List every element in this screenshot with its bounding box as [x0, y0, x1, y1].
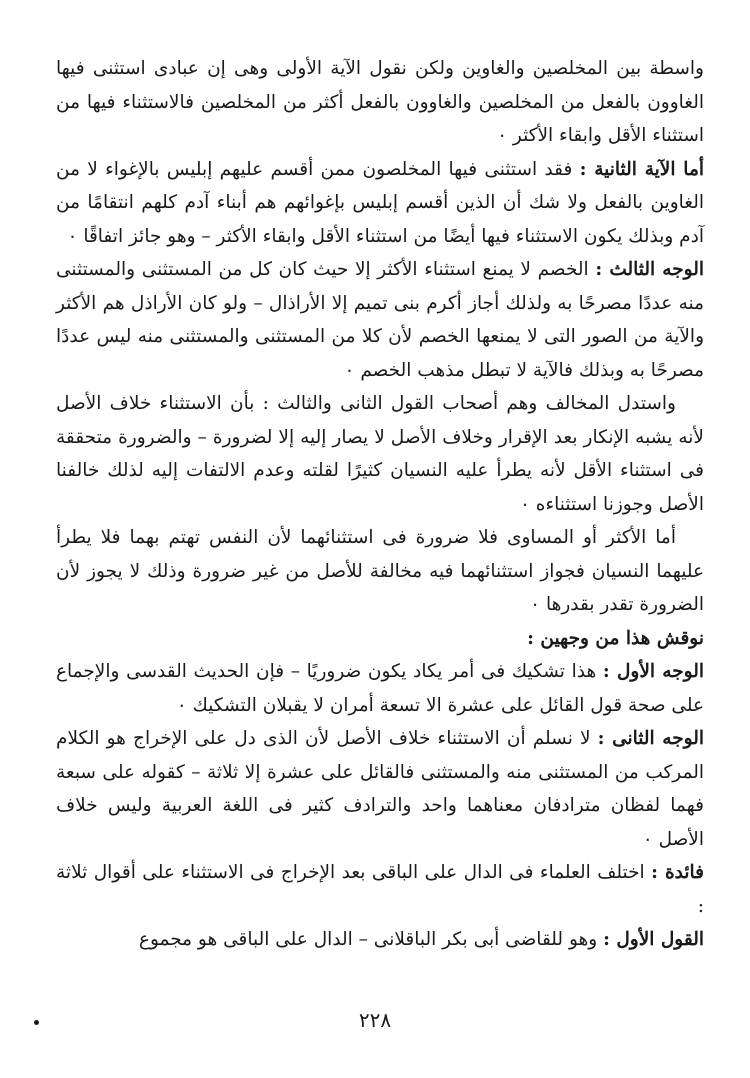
- paragraph-lead: القول الأول :: [603, 929, 704, 950]
- document-page: [56, 52, 704, 957]
- paragraph-lead: أما الآية الثانية :: [579, 158, 704, 180]
- paragraph-text: هذا تشكيك فى أمر يكاد يكون ضروريًا – فإن الحديث القدسى والإجماع على صحة قول القائل على عشرة الا تسعة أمران لا يقبلان التشكيك ٠: [56, 661, 704, 716]
- paragraph-text: أما الأكثر أو المساوى فلا ضرورة فى استثنائهما لأن النفس تهتم بهما فلا يطرأ عليهما النسيان فجواز استثنائهما فيه مخالفة للأصل من غير ضرورة وذلك لا يجوز لأن الضرورة تقدر بقدرها ٠: [56, 527, 704, 615]
- paragraph-lead: الوجه الثانى :: [597, 728, 704, 749]
- section-heading: [56, 622, 704, 656]
- paragraph-10: [56, 923, 704, 957]
- paragraph-text: الخصم لا يمنع استثناء الأكثر إلا حيث كان كل من المستثنى والمستثنى منه عددًا مصرحًا به ولذلك أجاز أكرم بنى تميم إلا الأراذال – ولو كان الأراذل هم الأكثر والآية من الصور التى لا يمنعها الخصم لأن كلا من المستثنى والمستثنى منه ليس عددًا مصرحًا به وبذلك فالآية لا تبطل مذهب الخصم ٠: [56, 259, 704, 381]
- paragraph-5: [56, 521, 704, 622]
- paragraph-lead: فائدة :: [651, 862, 704, 883]
- paragraph-lead: الوجه الأول :: [602, 661, 704, 682]
- page-number: ٢٢٨: [358, 1008, 392, 1032]
- heading-text: نوقش هذا من وجهين :: [527, 627, 704, 649]
- paragraph-text: وهو للقاضى أبى بكر الباقلانى – الدال على الباقى هو مجموع: [138, 929, 604, 950]
- scan-speck: [34, 1020, 39, 1025]
- paragraph-1: [56, 52, 704, 153]
- paragraph-lead: الوجه الثالث :: [595, 259, 704, 280]
- paragraph-7: [56, 655, 704, 722]
- paragraph-2: [56, 153, 704, 254]
- paragraph-9: [56, 856, 704, 923]
- paragraph-text: لا نسلم أن الاستثناء خلاف الأصل لأن الذى دل على الإخراج هو الكلام المركب من المستثنى منه والمستثنى فالقائل على عشرة إلا ثلاثة – كقوله على سبعة فهما لفظان مترادفان معناهما واحد والترادف كثير فى اللغة العربية وليس خلاف الأصل ٠: [56, 728, 704, 850]
- paragraph-text: فقد استثنى فيها المخلصون ممن أقسم عليهم إبليس بالإغواء لا من الغاوين بالفعل ولا شك أن الذين أقسم إبليس بإغوائهم هم أبناء آدم كلهم انتقامًا من آدم وبذلك يكون الاستثناء فيها أيضًا من استثناء الأقل وابقاء الأكثر – وهو جائز اتفاقًا ٠: [56, 158, 704, 247]
- paragraph-text: واستدل المخالف وهم أصحاب القول الثانى والثالث : بأن الاستثناء خلاف الأصل لأنه يشبه الإنكار بعد الإقرار وخلاف الأصل لا يصار إليه إلا لضرورة – والضرورة متحققة فى استثناء الأقل لأنه يطرأ عليه النسيان كثيرًا لقلته وعدم الالتفات إليه لذلك خالفنا الأصل وجوزنا استثناءه ٠: [56, 393, 704, 515]
- paragraph-8: [56, 722, 704, 856]
- paragraph-text: واسطة بين المخلصين والغاوين ولكن نقول الآية الأولى وهى إن عبادى استثنى فيها الغاوون بالفعل من المخلصين والغاوون بالفعل أكثر من المخلصين فالاستثناء فيها من استثناء الأقل وابقاء الأكثر ٠: [56, 58, 704, 146]
- paragraph-text: اختلف العلماء فى الدال على الباقى بعد الإخراج فى الاستثناء على أقوال ثلاثة :: [56, 862, 704, 917]
- paragraph-4: [56, 387, 704, 521]
- paragraph-3: [56, 253, 704, 387]
